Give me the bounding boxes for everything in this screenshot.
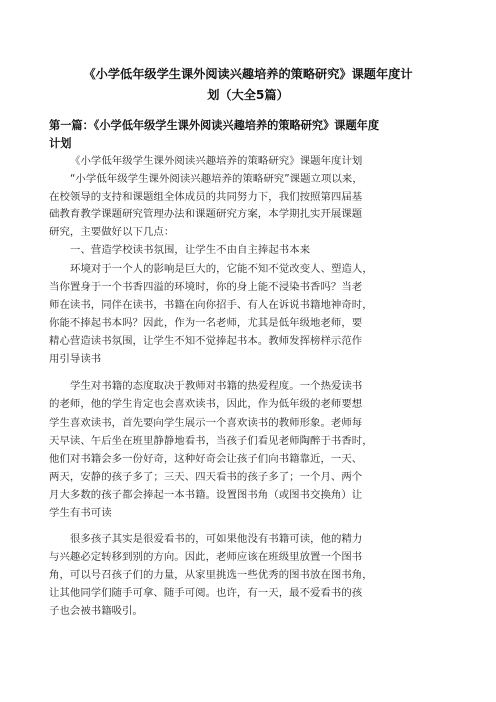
body-line: 子也会被书籍吸引。 [49, 605, 143, 617]
body-line: 环境对于一个人的影响是巨大的，它能不知不觉改变人、塑造人， [70, 263, 373, 275]
body-line: 角，可以号召孩子们的力量，从家里挑选一些优秀的图书放在图书角， [49, 569, 373, 581]
body-line: 你能不捧起书本吗？因此，作为一名老师，尤其是低年级地老师，要 [49, 317, 363, 329]
body-line: “小学低年级学生课外阅读兴趣培养的策略研究”课题立项以来， [70, 173, 363, 185]
document-title-line-1: 《小学低年级学生课外阅读兴趣培养的策略研究》课题年度计 [83, 67, 413, 81]
body-line: 的老师，他的学生肯定也会喜欢读书，因此，作为低年级的老师要想 [49, 398, 363, 410]
body-line: 一、营造学校读书氛围，让学生不由自主捧起书本来 [70, 244, 311, 256]
body-line: 在校领导的支持和课题组全体成员的共同努力下，我们按照第四届基 [49, 191, 363, 203]
body-line: 师在读书，同伴在读书，书籍在向你招手、有人在诉说书籍地神奇时， [49, 299, 373, 311]
body-line: 学生有书可读 [49, 507, 112, 519]
body-line: 础教育教学课题研究管理办法和课题研究方案，本学期扎实开展课题 [49, 208, 363, 220]
body-line: 精心营造读书氛围，让学生不知不觉捧起书本。教师发挥榜样示范作 [49, 335, 363, 347]
body-line: 与兴趣必定转移到别的方向。因此，老师应该在班级里放置一个图书 [49, 551, 363, 563]
body-line: 学生喜欢读书，首先要向学生展示一个喜欢读书的教师形象。老师每 [49, 417, 363, 429]
section-heading-line-2: 计划 [49, 137, 72, 150]
body-line: 两天，安静的孩子多了；三天、四天看书的孩子多了；一个月、两个 [49, 471, 363, 483]
body-line: 当你置身于一个书香四溢的环境时，你的身上能不浸染书香吗？当老 [49, 281, 363, 293]
body-line: 《小学低年级学生课外阅读兴趣培养的策略研究》课题年度计划 [70, 155, 363, 167]
body-line: 很多孩子其实是很爱看书的，可如果他没有书籍可读，他的精力 [70, 533, 363, 545]
document-title-line-2: 划（大全5篇） [207, 88, 289, 102]
body-line: 学生对书籍的态度取决于教师对书籍的热爱程度。一个热爱读书 [70, 380, 363, 392]
body-line: 他们对书籍会多一份好奇，这种好奇会让孩子们向书籍靠近，一天、 [49, 453, 363, 465]
body-line: 让其他同学们随手可拿、随手可阅。也许，有一天，最不爱看书的孩 [49, 587, 363, 599]
body-line: 月大多数的孩子都会捧起一本书籍。设置图书角（或图书交换角）让 [49, 489, 363, 501]
body-line: 用引导读书 [49, 353, 102, 365]
body-line: 研究，主要做好以下几点： [49, 226, 175, 238]
section-heading-line-1: 第一篇：《小学低年级学生课外阅读兴趣培养的策略研究》课题年度 [49, 119, 380, 132]
body-line: 天早读、午后坐在班里静静地看书，当孩子们看见老师陶醉于书香时， [49, 435, 373, 447]
